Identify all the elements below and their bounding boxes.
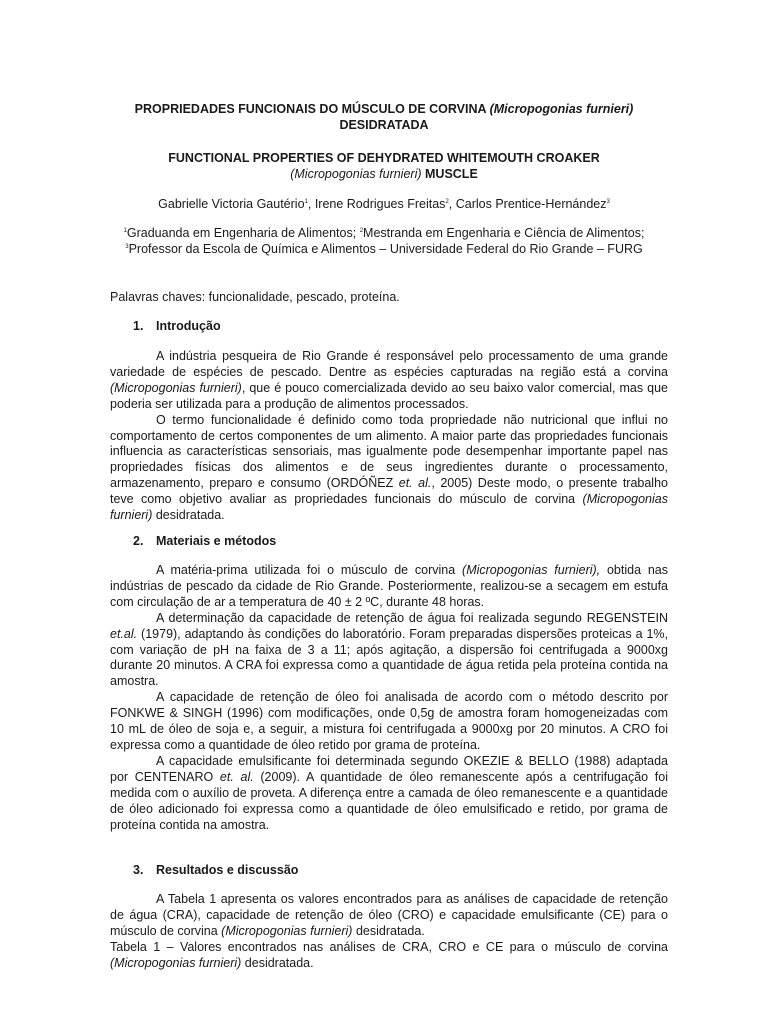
keywords: Palavras chaves: funcionalidade, pescado, proteína.: [110, 290, 400, 304]
paragraph: O termo funcionalidade é definido como toda propriedade não nutricional que influi no comportamento de certos componentes de um alimento. A maior parte das propriedades funcionais influencia as características sensoriais, mas igualmente pode desempenhar importante papel nas propriedades físicas dos alimentos e de seus ingredientes durante o processamento, armazenamento, preparo e consumo (ORDÓÑEZ et. al., 2005) Deste modo, o presente trabalho teve como objetivo avaliar as propriedades funcionais do músculo de corvina (Micropogonias furnieri) desidratada.: [110, 412, 668, 523]
section-body-materiais: [110, 563, 668, 833]
paragraph: A capacidade emulsificante foi determinada segundo OKEZIE & BELLO (1988) adaptada por CENTENARO et. al. (2009). A quantidade de óleo remanescente após a centrifugação foi medida com o auxílio de proveta. A diferença entre a camada de óleo remanescente e a quantidade de óleo adicionado foi expressa como a quantidade de óleo emulsificado e retido, por grama de proteína contida na amostra.: [110, 753, 668, 832]
title-portuguese: [100, 101, 668, 133]
section-body-resultados: [110, 892, 668, 972]
title-en-line2: (Micropogonias furnieri) MUSCLE: [290, 167, 478, 181]
table-caption: Tabela 1 – Valores encontrados nas análises de CRA, CRO e CE para o músculo de corvina (Micropogonias furnieri) desidratada.: [110, 939, 668, 970]
title-english: [100, 150, 668, 182]
title-pt-line2: DESIDRATADA: [339, 118, 429, 132]
section-body-introducao: [110, 349, 668, 524]
section-heading-introducao: 1. Introdução: [133, 319, 221, 333]
paragraph: A matéria-prima utilizada foi o músculo de corvina (Micropogonias furnieri), obtida nas indústrias de pescado da cidade de Rio Grande. Posteriormente, realizou-se a secagem em estufa com circulação de ar a temperatura de 40 ± 2 ºC, durante 48 horas.: [110, 563, 668, 609]
authors-line: Gabrielle Victoria Gautério$^1$, Irene Rodrigues Freitas$^2$, Carlos Prentice-Hernández$^3$: [158, 197, 610, 211]
paragraph: A capacidade de retenção de óleo foi analisada de acordo com o método descrito por FONKWE & SINGH (1996) com modificações, onde 0,5g de amostra foram homogeneizadas com 10 mL de óleo de soja e, a seguir, a mistura foi centrifugada a 9000xg por 20 minutos. A CRO foi expressa como a quantidade de óleo retido por grama de proteína.: [110, 690, 668, 752]
title-pt-line1: PROPRIEDADES FUNCIONAIS DO MÚSCULO DE CORVINA (Micropogonias furnieri): [134, 102, 634, 116]
affiliations: $^1$Graduanda em Engenharia de Alimentos; $^2$Mestranda em Engenharia e Ciência de Alimentos; $^3$Professor da Escola de Química e Alimentos – Universidade Federal do Rio Grande – FURG: [123, 226, 645, 256]
paragraph: A Tabela 1 apresenta os valores encontrados para as análises de capacidade de retenção de água (CRA), capacidade de retenção de óleo (CRO) e capacidade emulsificante (CE) para o músculo de corvina (Micropogonias furnieri) desidratada.: [110, 892, 668, 938]
title-en-line1: FUNCTIONAL PROPERTIES OF DEHYDRATED WHITEMOUTH CROAKER: [168, 151, 600, 165]
paragraph: A determinação da capacidade de retenção de água foi realizada segundo REGENSTEIN et.al. (1979), adaptando às condições do laboratório. Foram preparadas dispersões proteicas a 1%, com variação de pH na faixa de 3 a 11; após agitação, a dispersão foi centrifugada a 9000xg durante 20 minutos. A CRA foi expressa como a quantidade de água retida pela proteína contida na amostra.: [110, 610, 668, 689]
section-heading-resultados: 3. Resultados e discussão: [133, 863, 299, 877]
paragraph: A indústria pesqueira de Rio Grande é responsável pelo processamento de uma grande variedade de espécies de pescado. Dentre as espécies capturadas na região está a corvina (Micropogonias furnieri), que é pouco comercializada devido ao seu baixo valor comercial, mas que poderia ser utilizada para a produção de alimentos processados.: [110, 349, 668, 411]
section-heading-materiais: 2. Materiais e métodos: [133, 534, 277, 548]
